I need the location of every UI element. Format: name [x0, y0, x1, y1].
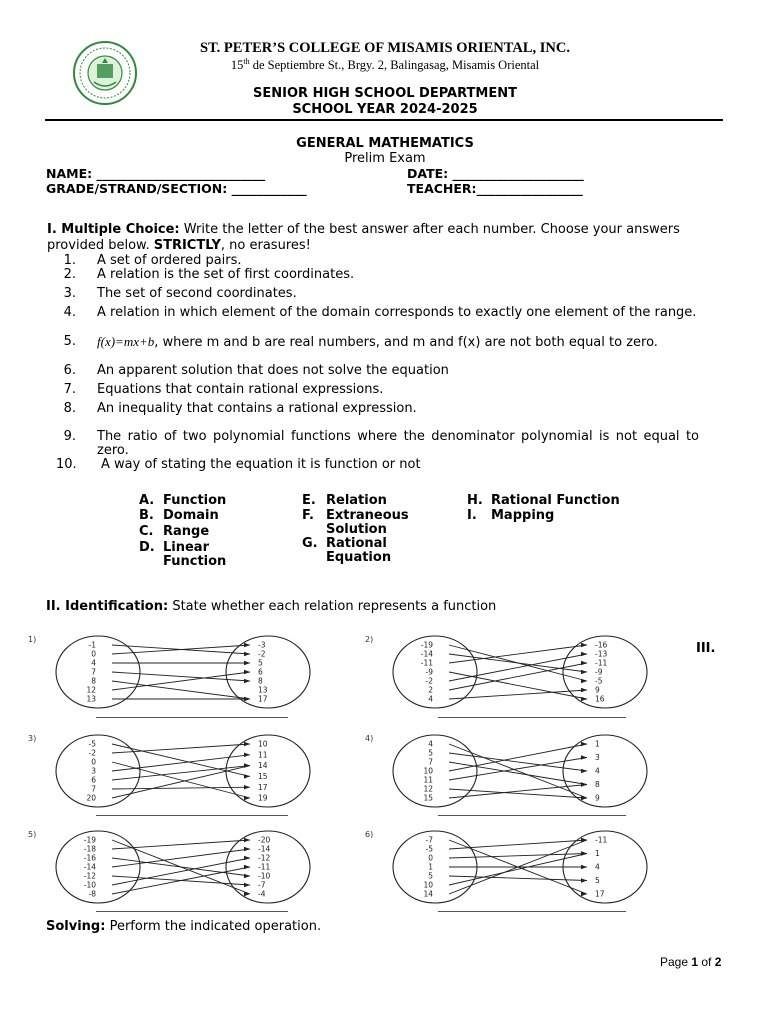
domain-value: -5: [425, 844, 433, 854]
arrow-head: [244, 796, 250, 800]
domain-value: 4: [91, 658, 96, 668]
question-number: 8.: [63, 401, 76, 416]
range-value: -20: [258, 835, 271, 845]
arrow-head: [244, 785, 250, 789]
mapping-arrow: [112, 766, 250, 798]
range-value: 17: [258, 694, 268, 704]
arrow-head: [244, 865, 250, 869]
range-value: 3: [595, 753, 600, 763]
range-value: -9: [595, 667, 603, 677]
range-value: -3: [258, 640, 266, 650]
question-text-rest: , where m and b are real numbers, and m and f(x) are not both equal to zero.: [154, 335, 658, 350]
range-value: 17: [595, 889, 605, 899]
domain-value: 7: [91, 784, 96, 794]
domain-value: -19: [83, 835, 96, 845]
question-number: 9.: [63, 429, 76, 444]
department-name: SENIOR HIGH SCHOOL DEPARTMENT: [253, 86, 517, 101]
choice-letter: G.: [302, 536, 318, 551]
range-value: 11: [258, 750, 268, 760]
domain-value: -14: [420, 649, 433, 659]
school-address: [120, 57, 650, 73]
question-number: 6.: [63, 363, 76, 378]
range-value: 4: [595, 766, 600, 776]
domain-value: 11: [423, 775, 433, 785]
domain-value: -8: [88, 889, 96, 899]
range-value: 14: [258, 761, 268, 771]
domain-value: -2: [88, 748, 96, 758]
question-text: An apparent solution that does not solve the equation: [97, 363, 449, 378]
section3-instruction: Perform the indicated operation.: [105, 919, 322, 934]
page-total: 2: [714, 955, 722, 969]
domain-value: 0: [91, 757, 96, 767]
choice-letter: I.: [467, 508, 477, 523]
arrow-head: [581, 661, 587, 665]
diagram-number: 2): [365, 635, 374, 644]
domain-oval: [56, 831, 140, 903]
arrow-head: [244, 874, 250, 878]
question-number: 2.: [63, 267, 76, 282]
range-value: 9: [595, 685, 600, 695]
choice-text: Domain: [163, 508, 219, 523]
domain-value: 5: [428, 871, 433, 881]
answer-line[interactable]: [438, 911, 626, 912]
question-text: A set of ordered pairs.: [97, 253, 242, 268]
arrow-head: [581, 878, 587, 882]
domain-value: -10: [83, 880, 96, 890]
question-number: 5.: [63, 334, 76, 349]
mapping-diagram-svg: [28, 632, 338, 712]
choice-option: [467, 509, 641, 523]
diagram-number: 1): [28, 635, 37, 644]
range-value: -12: [258, 853, 271, 863]
choice-option: [302, 509, 421, 537]
mapping-diagram: [28, 731, 338, 815]
diagram-number: 6): [365, 830, 374, 839]
domain-value: -19: [420, 640, 433, 650]
domain-value: 14: [423, 889, 433, 899]
answer-line[interactable]: [96, 717, 288, 718]
mapping-diagram-svg: [365, 731, 675, 811]
mapping-diagram: [28, 827, 338, 911]
choice-letter: H.: [467, 493, 483, 508]
range-value: 13: [258, 685, 268, 695]
question-number: 10.: [56, 457, 77, 472]
section3-heading: Solving:: [46, 919, 106, 934]
answer-line[interactable]: [96, 815, 288, 816]
mapping-diagram-svg: [365, 632, 675, 712]
section1-instruction-a: Write the letter of the best answer after each number. Choose your answers provided below.: [47, 222, 680, 253]
domain-value: 12: [86, 685, 96, 695]
choice-letter: F.: [302, 508, 314, 523]
domain-value: -16: [83, 853, 96, 863]
range-value: -5: [595, 676, 603, 686]
question-text: An inequality that contains a rational expression.: [97, 401, 417, 416]
choice-letter: B.: [139, 508, 154, 523]
arrow-head: [581, 755, 587, 759]
range-value: -4: [258, 889, 266, 899]
subject-title: GENERAL MATHEMATICS: [296, 136, 474, 151]
date-field[interactable]: DATE: _____________________: [407, 166, 584, 181]
choice-text: Rational Equation: [326, 536, 392, 565]
choice-letter: A.: [139, 493, 155, 508]
domain-value: 4: [428, 739, 433, 749]
question-text: A relation is the set of first coordinates.: [97, 267, 355, 282]
arrow-head: [244, 856, 250, 860]
department-heading: [130, 86, 640, 118]
linear-function-formula: f(x)=mx+b: [97, 334, 155, 349]
exam-type: Prelim Exam: [344, 151, 426, 166]
choice-option: [302, 537, 421, 565]
range-value: 8: [258, 676, 263, 686]
domain-value: 10: [423, 766, 433, 776]
page-word: Page: [660, 955, 692, 969]
range-value: -11: [595, 658, 608, 668]
domain-value: 15: [423, 793, 433, 803]
mapping-arrow: [449, 854, 587, 859]
range-value: -11: [258, 862, 271, 872]
multiple-choice-instructions: [47, 222, 725, 254]
mapping-diagram-svg: [365, 827, 675, 907]
arrow-head: [581, 865, 587, 869]
mapping-arrow: [112, 755, 250, 771]
domain-value: 7: [428, 757, 433, 767]
range-value: -7: [258, 880, 266, 890]
arrow-head: [581, 643, 587, 647]
domain-value: 0: [91, 649, 96, 659]
section2-heading: II. Identification:: [46, 599, 169, 614]
question-number: 3.: [63, 286, 76, 301]
question-text: A way of stating the equation it is function or not: [101, 457, 421, 472]
choice-option: [467, 494, 641, 508]
arrow-head: [581, 851, 587, 855]
arrow-head: [244, 774, 250, 778]
question-number: 1.: [63, 253, 76, 268]
domain-value: -2: [425, 676, 433, 686]
domain-value: 7: [91, 667, 96, 677]
range-value: 8: [595, 780, 600, 790]
domain-value: 3: [91, 766, 96, 776]
choice-option: [139, 541, 258, 569]
solving-instructions: [46, 919, 321, 934]
domain-value: -11: [420, 658, 433, 668]
arrow-head: [244, 883, 250, 887]
mapping-arrow: [112, 681, 250, 699]
range-value: -13: [595, 649, 608, 659]
arrow-head: [244, 847, 250, 851]
arrow-head: [244, 838, 250, 842]
domain-value: 0: [428, 853, 433, 863]
school-name: ST. PETER’S COLLEGE OF MISAMIS ORIENTAL, INC.: [200, 40, 570, 56]
arrow-head: [581, 652, 587, 656]
domain-value: 4: [428, 694, 433, 704]
arrow-head: [244, 753, 250, 757]
domain-value: -9: [425, 667, 433, 677]
choice-text: Extraneous Solution: [326, 508, 409, 537]
range-value: -2: [258, 649, 266, 659]
domain-value: -12: [83, 871, 96, 881]
choice-text: Range: [163, 524, 210, 539]
domain-value: 12: [423, 784, 433, 794]
arrow-head: [244, 670, 250, 674]
teacher-field[interactable]: TEACHER:_________________: [407, 181, 583, 196]
mapping-diagram: [365, 632, 675, 716]
range-value: -10: [258, 871, 271, 881]
address-text: de Septiembre St., Brgy. 2, Balingasag, Misamis Oriental: [249, 58, 540, 73]
choice-option: [139, 509, 313, 523]
page-number: [660, 955, 721, 969]
domain-value: -1: [88, 640, 96, 650]
range-value: -16: [595, 640, 608, 650]
domain-value: 6: [91, 775, 96, 785]
domain-value: -18: [83, 844, 96, 854]
range-value: -11: [595, 835, 608, 845]
section3-roman-numeral: III.: [696, 641, 716, 656]
mapping-arrow: [112, 849, 250, 867]
question-text: The ratio of two polynomial functions where the denominator polynomial is not equal to zero.: [97, 429, 699, 458]
identification-instructions: [46, 599, 496, 614]
domain-value: 20: [86, 793, 96, 803]
mapping-arrow: [449, 762, 587, 785]
domain-value: 5: [428, 748, 433, 758]
arrow-head: [244, 652, 250, 656]
mapping-diagram-svg: [28, 827, 338, 907]
mapping-arrow: [112, 840, 250, 849]
domain-value: -14: [83, 862, 96, 872]
domain-oval: [56, 735, 140, 807]
domain-value: -7: [425, 835, 433, 845]
range-value: 19: [258, 793, 268, 803]
arrow-head: [244, 643, 250, 647]
question-text: A relation in which element of the domain corresponds to exactly one element of the range.: [97, 305, 697, 320]
choice-option: [139, 525, 313, 539]
arrow-head: [581, 697, 587, 701]
domain-value: 1: [428, 862, 433, 872]
address-number: 15: [230, 58, 244, 73]
page-of: of: [698, 955, 715, 969]
choice-option: [302, 494, 476, 508]
mapping-arrow: [112, 787, 250, 789]
arrow-head: [244, 679, 250, 683]
arrow-head: [581, 679, 587, 683]
question-text: [97, 335, 699, 350]
question-text: Equations that contain rational expressions.: [97, 382, 384, 397]
arrow-head: [244, 661, 250, 665]
section2-instruction: State whether each relation represents a function: [168, 599, 497, 614]
range-value: 1: [595, 739, 600, 749]
header-divider: [45, 119, 723, 121]
domain-value: -5: [88, 739, 96, 749]
arrow-head: [581, 670, 587, 674]
range-value: 1: [595, 849, 600, 859]
domain-value: 13: [86, 694, 96, 704]
choice-letter: C.: [139, 524, 154, 539]
choice-text: Linear Function: [163, 540, 227, 569]
mapping-arrow: [112, 858, 250, 876]
strictly-emphasis: STRICTLY: [153, 238, 221, 253]
address-superscript: th: [243, 57, 250, 66]
name-field[interactable]: NAME: ___________________________: [46, 166, 266, 181]
arrow-head: [244, 697, 250, 701]
choice-text: Mapping: [491, 508, 555, 523]
arrow-head: [244, 742, 250, 746]
mapping-arrow: [112, 672, 250, 681]
arrow-head: [581, 769, 587, 773]
mapping-arrow: [449, 645, 587, 663]
section1-heading: I. Multiple Choice:: [47, 222, 180, 237]
range-value: -14: [258, 844, 271, 854]
choice-text: Relation: [326, 493, 387, 508]
range-value: 4: [595, 862, 600, 872]
arrow-head: [581, 688, 587, 692]
grade-field[interactable]: GRADE/STRAND/SECTION: ____________: [46, 181, 307, 196]
choice-option: [139, 494, 313, 508]
question-number: 4.: [63, 305, 76, 320]
diagram-number: 3): [28, 734, 37, 743]
school-year: SCHOOL YEAR 2024-2025: [292, 102, 478, 117]
diagram-number: 4): [365, 734, 374, 743]
question-number: 7.: [63, 382, 76, 397]
domain-value: 10: [423, 880, 433, 890]
range-value: 6: [258, 667, 263, 677]
range-value: 15: [258, 772, 268, 781]
question-text: The set of second coordinates.: [97, 286, 297, 301]
answer-line[interactable]: [96, 911, 288, 912]
choice-text: Function: [163, 493, 227, 508]
domain-value: 2: [428, 685, 433, 695]
section1-instruction-b: , no erasures!: [220, 238, 311, 253]
range-value: 17: [258, 782, 268, 792]
range-value: 16: [595, 694, 605, 704]
range-oval: [226, 735, 310, 807]
range-value: 5: [258, 658, 263, 668]
mapping-diagram: [365, 731, 675, 815]
answer-line[interactable]: [438, 815, 626, 816]
choice-text: Rational Function: [491, 493, 620, 508]
arrow-head: [581, 782, 587, 786]
arrow-head: [244, 763, 250, 767]
choice-letter: E.: [302, 493, 316, 508]
range-value: 5: [595, 876, 600, 886]
range-value: 9: [595, 793, 600, 803]
domain-value: 8: [91, 676, 96, 686]
arrow-head: [581, 742, 587, 746]
mapping-diagram: [28, 632, 338, 716]
page-current: 1: [691, 955, 699, 969]
mapping-diagram: [365, 827, 675, 911]
diagram-number: 5): [28, 830, 37, 839]
domain-oval: [56, 636, 140, 708]
domain-oval: [393, 636, 477, 708]
mapping-diagram-svg: [28, 731, 338, 811]
choice-letter: D.: [139, 540, 155, 555]
range-value: 10: [258, 739, 268, 749]
answer-line[interactable]: [438, 717, 626, 718]
